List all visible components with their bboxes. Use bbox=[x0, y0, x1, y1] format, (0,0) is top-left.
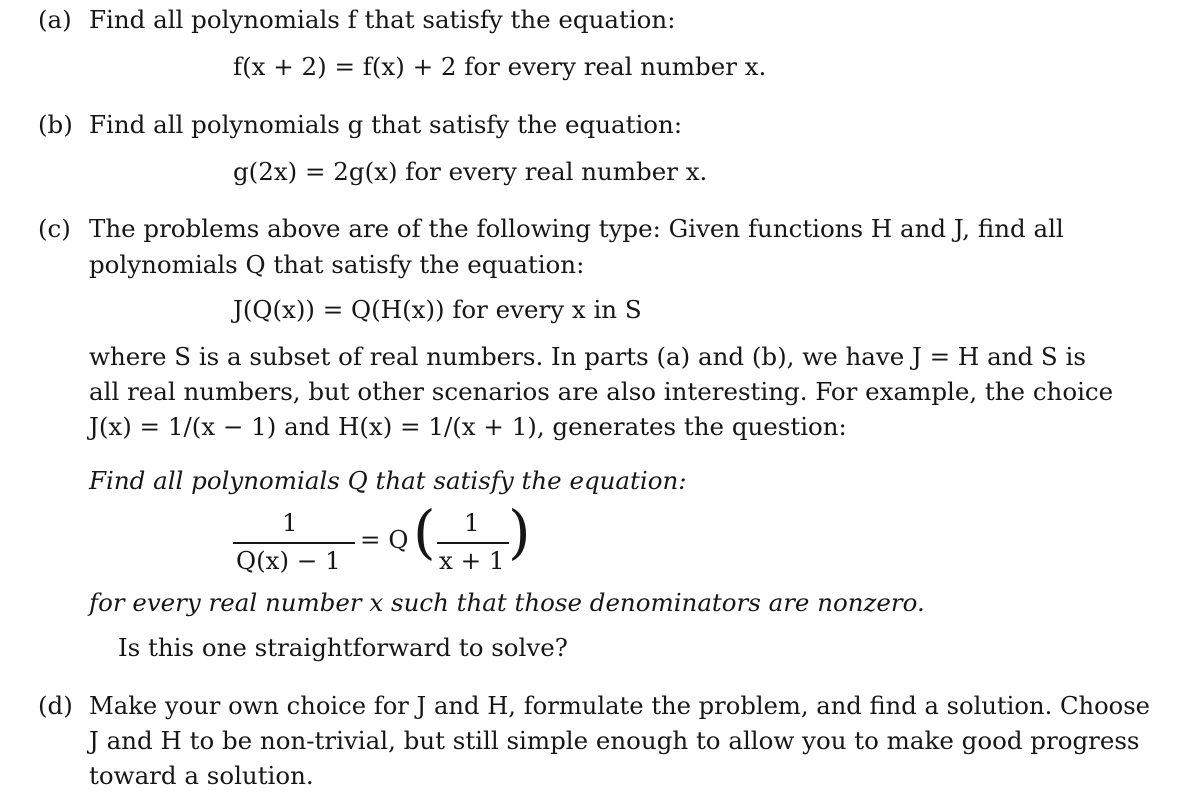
part-a-label: (a) bbox=[38, 5, 72, 34]
part-c-line-1 bbox=[89, 214, 1131, 243]
part-d-line-2: J and H to be non-trivial, but still simple enough to allow you to make good progress bbox=[89, 726, 1140, 755]
part-c-line-2: polynomials Q that satisfy the equation: bbox=[89, 250, 585, 279]
part-d-label: (d) bbox=[38, 691, 73, 720]
frac-left-denominator: Q(x) − 1 bbox=[236, 546, 341, 575]
frac-left-numerator: 1 bbox=[282, 508, 298, 537]
part-b-label: (b) bbox=[38, 110, 73, 139]
part-b-equation: g(2x) = 2g(x) for every real number x. bbox=[233, 157, 708, 186]
frac-left-bar bbox=[233, 542, 355, 544]
frac-right-denominator: x + 1 bbox=[439, 546, 505, 575]
part-a-equation: f(x + 2) = f(x) + 2 for every real number x. bbox=[233, 52, 767, 81]
question-tail: for every real number x such that those denominators are nonzero. bbox=[89, 588, 925, 617]
part-c-para-line-1: where S is a subset of real numbers. In parts (a) and (b), we have J = H and S is bbox=[89, 342, 1086, 371]
part-b-text: Find all polynomials g that satisfy the equation: bbox=[89, 110, 683, 139]
part-d-line-1: Make your own choice for J and H, formulate the problem, and find a solution. Choose bbox=[89, 691, 1151, 720]
part-c-label: (c) bbox=[38, 214, 71, 243]
question-intro: Find all polynomials Q that satisfy the equation: bbox=[89, 466, 687, 495]
frac-right-numerator: 1 bbox=[464, 508, 480, 537]
left-paren: ( bbox=[413, 498, 436, 566]
followup-question: Is this one straightforward to solve? bbox=[118, 633, 568, 662]
part-a-text: Find all polynomials f that satisfy the equation: bbox=[89, 5, 676, 34]
part-c-equation: J(Q(x)) = Q(H(x)) for every x in S bbox=[233, 295, 642, 324]
equals-q: = Q bbox=[360, 525, 409, 554]
part-c-para-line-3: J(x) = 1/(x − 1) and H(x) = 1/(x + 1), generates the question: bbox=[89, 412, 847, 441]
part-d-line-3: toward a solution. bbox=[89, 761, 314, 790]
part-c-para-line-2: all real numbers, but other scenarios are also interesting. For example, the choice bbox=[89, 377, 1114, 406]
part-c-line-1-text: The problems above are of the following type: Given functions H and J, find all bbox=[89, 214, 1064, 243]
right-paren: ) bbox=[508, 498, 531, 566]
frac-right-bar bbox=[437, 542, 509, 544]
